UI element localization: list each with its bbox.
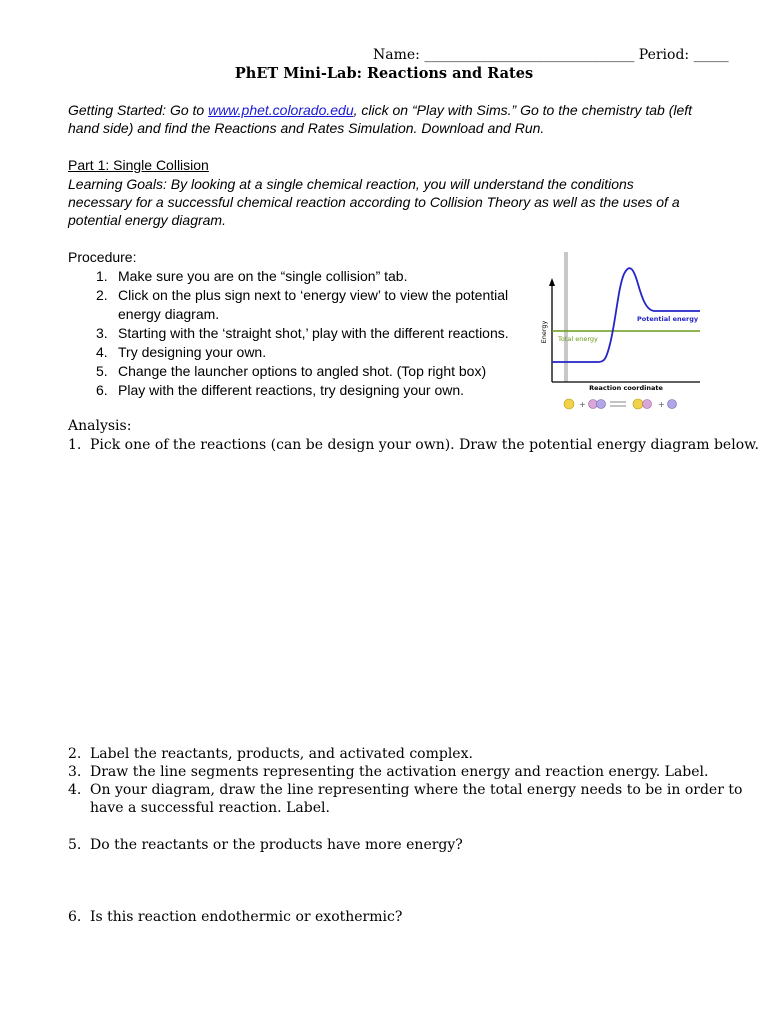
total-energy-label: Total energy [558, 335, 598, 343]
period-label: Period: [638, 47, 690, 63]
item-text: Play with the different reactions, try designing your own. [118, 382, 465, 398]
learning-goals-line3: potential energy diagram. [68, 212, 226, 228]
question-6 [68, 909, 403, 925]
reaction-equation-text: A + BC ⇌ AB + C [621, 413, 631, 414]
reaction-equation-icon [564, 399, 677, 409]
list-item [96, 343, 526, 362]
y-axis-arrow-icon [549, 278, 555, 286]
question-text: Label the reactants, products, and activated complex. [90, 746, 473, 762]
question-1 [68, 437, 759, 453]
list-item [96, 267, 526, 286]
y-axis-label: Energy [540, 320, 548, 344]
question-number: 6. [68, 909, 82, 925]
question-2 [68, 746, 473, 762]
list-item [96, 381, 526, 400]
question-4 [68, 782, 743, 798]
question-3 [68, 764, 709, 780]
svg-text:+: + [658, 400, 665, 409]
period-blank[interactable]: _____ [693, 47, 729, 63]
analysis-label: Analysis: [68, 418, 132, 434]
name-label: Name: [373, 47, 420, 63]
getting-started-line2: hand side) and find the Reactions and Rates Simulation. Download and Run. [68, 120, 545, 136]
potential-energy-diagram [538, 248, 706, 414]
item-text: Starting with the ‘straight shot,’ play with the different reactions. [118, 325, 509, 341]
item-number: 3. [96, 325, 108, 341]
item-text: Try designing your own. [118, 344, 267, 360]
question-number: 3. [68, 764, 82, 780]
item-number: 5. [96, 363, 108, 379]
item-text: Change the launcher options to angled shot. (Top right box) [118, 363, 487, 379]
item-text: Make sure you are on the “single collision” tab. [118, 268, 408, 284]
potential-energy-label: Potential energy [637, 315, 699, 323]
phet-link[interactable]: www.phet.colorado.edu [208, 102, 354, 118]
getting-started-rest: , click on “Play with Sims.” Go to the chemistry tab (left [353, 102, 693, 118]
question-number: 4. [68, 782, 82, 798]
item-number: 2. [96, 287, 108, 303]
question-number: 1. [68, 437, 82, 453]
question-4-continued: have a successful reaction. Label. [90, 800, 330, 816]
question-number: 5. [68, 837, 82, 853]
item-number: 1. [96, 268, 108, 284]
learning-goals-line1: Learning Goals: By looking at a single chemical reaction, you will understand the conditions [68, 176, 634, 192]
procedure-label: Procedure: [68, 249, 137, 265]
getting-started-lead: Getting Started: Go to [68, 102, 209, 118]
procedure-list [96, 267, 526, 400]
question-5 [68, 837, 463, 853]
svg-text:+: + [579, 400, 586, 409]
header-line [373, 47, 729, 63]
list-item [96, 286, 526, 305]
question-text: Draw the line segments representing the activation energy and reaction energy. Label. [90, 764, 709, 780]
page-title: PhET Mini-Lab: Reactions and Rates [234, 65, 534, 82]
question-text: Do the reactants or the products have more energy? [90, 837, 463, 853]
question-number: 2. [68, 746, 82, 762]
part1-heading: Part 1: Single Collision [68, 157, 209, 173]
name-blank[interactable]: ______________________________ [424, 47, 635, 63]
item-text: energy diagram. [118, 306, 220, 322]
learning-goals-line2: necessary for a successful chemical reaction according to Collision Theory as well as the uses of a [68, 194, 680, 210]
question-text: Pick one of the reactions (can be design your own). Draw the potential energy diagram below. [90, 437, 759, 453]
list-item [96, 324, 526, 343]
x-axis-label: Reaction coordinate [589, 384, 663, 392]
getting-started-line1 [68, 102, 692, 118]
item-number: 4. [96, 344, 108, 360]
list-item [96, 305, 526, 324]
item-number: 6. [96, 382, 108, 398]
question-text: On your diagram, draw the line representing where the total energy needs to be in order to [90, 782, 743, 798]
list-item [96, 362, 526, 381]
question-text: Is this reaction endothermic or exothermic? [90, 909, 403, 925]
item-text: Click on the plus sign next to ‘energy view’ to view the potential [118, 287, 509, 303]
